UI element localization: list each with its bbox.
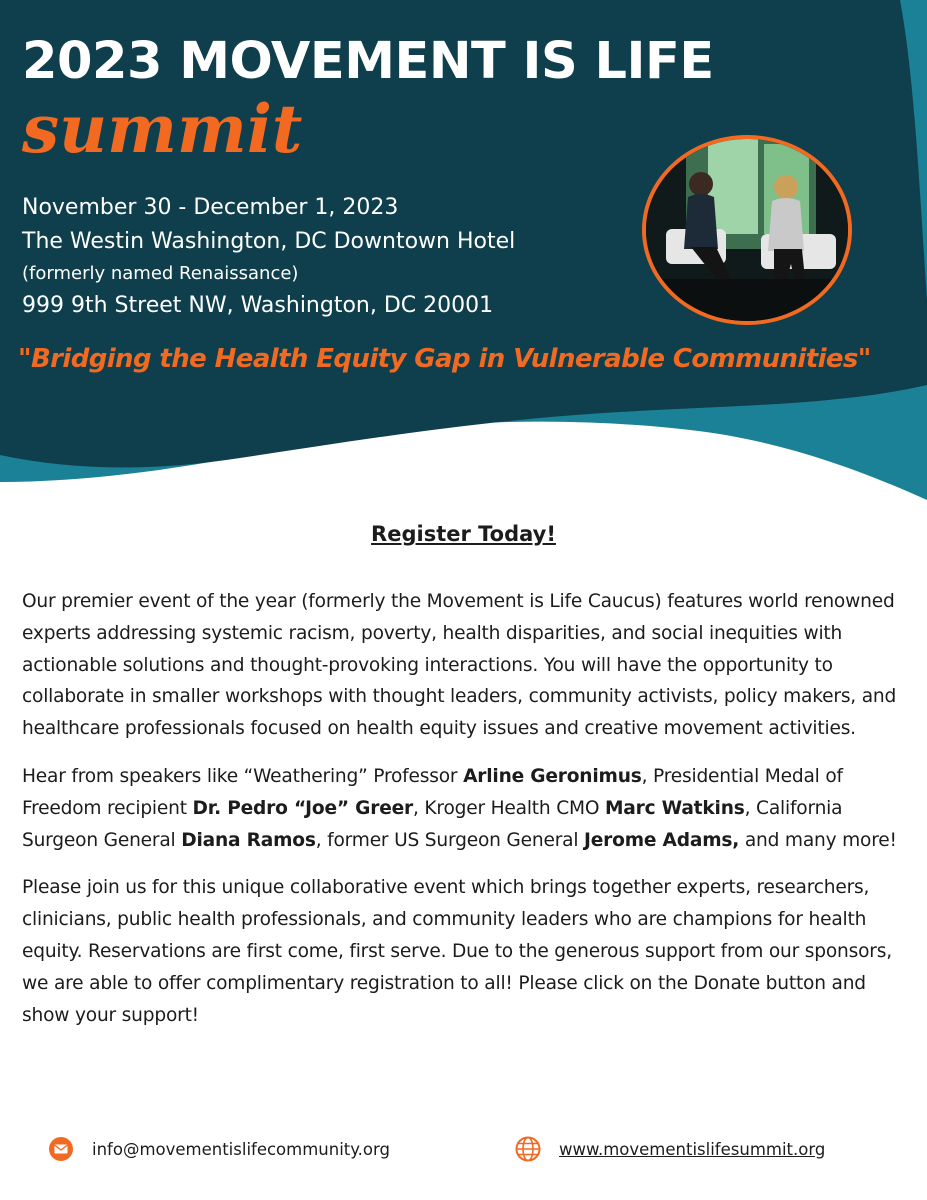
speakers-text-6: and many more! — [739, 829, 897, 851]
globe-icon — [515, 1136, 541, 1162]
speakers-text-3: , Kroger Health CMO — [413, 797, 605, 819]
event-title: 2023 MOVEMENT IS LIFE — [22, 32, 714, 91]
contact-website[interactable] — [515, 1136, 825, 1162]
speakers-text-4: , California Surgeon General — [22, 797, 843, 851]
register-heading — [0, 522, 927, 546]
event-subtitle: summit — [22, 90, 303, 168]
event-details — [22, 191, 515, 323]
speaker-name: Marc Watkins — [604, 797, 745, 819]
event-venue: The Westin Washington, DC Downtown Hotel — [22, 229, 516, 254]
speaker-photo — [642, 135, 852, 325]
website-link[interactable]: www.movementislifesummit.org — [559, 1139, 826, 1159]
speaker-name: Diana Ramos — [181, 829, 316, 851]
event-dates: November 30 - December 1, 2023 — [22, 195, 399, 220]
footer-contacts — [0, 1130, 927, 1170]
event-address: 999 9th Street NW, Washington, DC 20001 — [22, 293, 494, 318]
speakers-text-1: Hear from speakers like “Weathering” Professor — [22, 765, 464, 787]
speaker-name: Arline Geronimus — [463, 765, 642, 787]
register-link[interactable]: Register Today! — [371, 522, 556, 546]
event-venue-note: (formerly named Renaissance) — [22, 263, 299, 284]
paragraph-speakers — [22, 761, 908, 856]
email-icon — [48, 1136, 74, 1162]
header-banner — [0, 0, 927, 520]
email-address[interactable]: info@movementislifecommunity.org — [92, 1139, 390, 1159]
body-text — [22, 586, 908, 1047]
paragraph-intro: Our premier event of the year (formerly the Movement is Life Caucus) features world renowned experts addressing systemic racism, poverty, health disparities, and social inequities with actionable solutions and thought-provoking interactions. You will have the opportunity to collaborate in smaller workshops with thought leaders, community activists, policy makers, and healthcare professionals focused on health equity issues and creative movement activities. — [22, 591, 897, 740]
contact-email[interactable] — [48, 1136, 390, 1162]
speaker-photo-illustration — [646, 139, 848, 321]
speaker-name: Dr. Pedro “Joe” Greer — [192, 797, 413, 819]
speaker-name: Jerome Adams, — [584, 829, 740, 851]
speakers-text-2: , Presidential Medal of Freedom recipient — [22, 765, 843, 819]
event-tagline: "Bridging the Health Equity Gap in Vulnerable Communities" — [18, 344, 871, 374]
speakers-text-5: , former US Surgeon General — [315, 829, 585, 851]
paragraph-invite: Please join us for this unique collaborative event which brings together experts, researchers, clinicians, public health professionals, and community leaders who are champions for health equity. Reservations are first come, first serve. Due to the generous support from our sponsors, we are able to offer complimentary registration to all! Please click on the Donate button and show your support! — [22, 877, 892, 1026]
